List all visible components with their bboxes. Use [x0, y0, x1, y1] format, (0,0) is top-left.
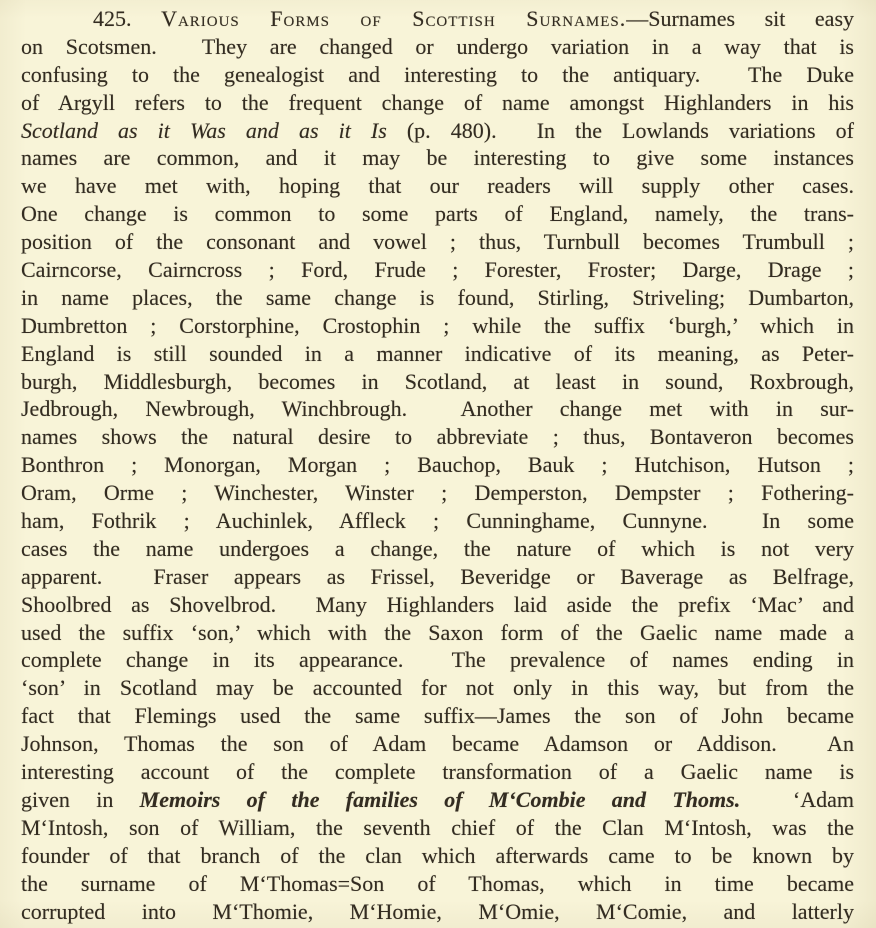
text-segment: the surname of M‘Thomas=Son of Thomas, which in time became [21, 870, 854, 896]
text-segment: —Surnames sit easy [626, 6, 855, 31]
text-line [21, 563, 854, 591]
text-segment: ham, Fothrik ; Auchinlek, Affleck ; Cunninghame, Cunnyne. In some [21, 508, 854, 534]
text-line [21, 144, 854, 172]
text-line [21, 172, 854, 200]
text-segment: in name places, the same change is found, Stirling, Striveling; Dumbarton, [21, 284, 854, 310]
text-line [21, 256, 854, 284]
text-line [21, 814, 854, 842]
text-line [21, 395, 854, 423]
text-line [21, 33, 854, 61]
text-line [21, 200, 854, 228]
text-segment: corrupted into M‘Thomie, M‘Homie, M‘Omie, M‘Comie, and latterly [21, 898, 854, 924]
text-segment: burgh, Middlesburgh, becomes in Scotland, at least in sound, Roxbrough, [21, 368, 854, 394]
text-line [21, 842, 854, 870]
text-line [21, 61, 854, 89]
text-segment: Cairncorse, Cairncross ; Ford, Frude ; Forester, Froster; Darge, Drage ; [21, 257, 854, 283]
text-segment: (p. 480). In the Lowlands variations of [386, 117, 854, 143]
text-segment: of Argyll refers to the frequent change of name amongst Highlanders in his [21, 89, 854, 115]
text-line [21, 5, 854, 33]
text-segment: used the suffix ‘son,’ which with the Saxon form of the Gaelic name made a [21, 619, 854, 645]
text-segment: cases the name undergoes a change, the nature of which is not very [21, 535, 854, 561]
text-segment: Johnson, Thomas the son of Adam became Adamson or Addison. An [21, 731, 854, 757]
text-line [21, 702, 854, 730]
page-text [21, 5, 854, 925]
text-segment: confusing to the genealogist and interesting to the antiquary. The Duke [21, 61, 854, 87]
text-segment: Jedbrough, Newbrough, Winchbrough. Another change met with in sur- [21, 396, 854, 422]
text-line [21, 591, 854, 619]
text-line [21, 451, 854, 479]
text-segment: Dumbretton ; Corstorphine, Crostophin ; while the suffix ‘burgh,’ which in [21, 312, 854, 338]
text-segment: apparent. Fraser appears as Frissel, Beveridge or Baverage as Belfrage, [21, 563, 854, 589]
text-line [21, 646, 854, 674]
text-segment: ‘son’ in Scotland may be accounted for not only in this way, but from the [21, 675, 854, 701]
text-segment: Bonthron ; Monorgan, Morgan ; Bauchop, Bauk ; Hutchison, Hutson ; [21, 452, 854, 478]
text-segment: names shows the natural desire to abbreviate ; thus, Bontaveron becomes [21, 424, 854, 450]
text-line [21, 674, 854, 702]
text-segment: One change is common to some parts of England, namely, the trans- [21, 201, 854, 227]
text-line [21, 340, 854, 368]
text-segment: complete change in its appearance. The prevalence of names ending in [21, 647, 854, 673]
text-segment: Scotland as it Was and as it Is [21, 117, 387, 143]
text-segment: we have met with, hoping that our readers will supply other cases. [21, 173, 854, 199]
text-segment: Oram, Orme ; Winchester, Winster ; Demperston, Dempster ; Fothering- [21, 480, 854, 506]
text-segment: founder of that branch of the clan which afterwards came to be known by [21, 842, 854, 868]
text-line [21, 423, 854, 451]
text-line [21, 368, 854, 396]
text-line [21, 89, 854, 117]
section-heading: Various Forms of Scottish Surnames. [161, 6, 627, 31]
text-segment: Memoirs of the families of M‘Combie and Thoms. [139, 786, 741, 812]
text-line [21, 619, 854, 647]
text-segment: M‘Intosh, son of William, the seventh chief of the Clan M‘Intosh, was the [21, 814, 854, 840]
text-line [21, 228, 854, 256]
text-line [21, 535, 854, 563]
text-line [21, 507, 854, 535]
text-line [21, 479, 854, 507]
text-line [21, 312, 854, 340]
text-line [21, 870, 854, 898]
text-segment: fact that Flemings used the same suffix—James the son of John became [21, 703, 854, 729]
text-segment: England is still sounded in a manner indicative of its meaning, as Peter- [21, 340, 854, 366]
text-segment: names are common, and it may be interesting to give some instances [21, 145, 854, 171]
text-line [21, 758, 854, 786]
text-segment: Shoolbred as Shovelbrod. Many Highlanders laid aside the prefix ‘Mac’ and [21, 591, 854, 617]
text-line [21, 898, 854, 926]
text-line [21, 284, 854, 312]
text-segment: on Scotsmen. They are changed or undergo variation in a way that is [21, 33, 854, 59]
text-line [21, 117, 854, 145]
text-line [21, 730, 854, 758]
text-segment: 425. [93, 6, 162, 31]
text-segment: ‘Adam [740, 786, 854, 812]
text-line [21, 786, 854, 814]
text-segment: interesting account of the complete transformation of a Gaelic name is [21, 759, 854, 785]
text-segment: position of the consonant and vowel ; thus, Turnbull becomes Trumbull ; [21, 229, 854, 255]
text-segment: given in [21, 786, 140, 812]
